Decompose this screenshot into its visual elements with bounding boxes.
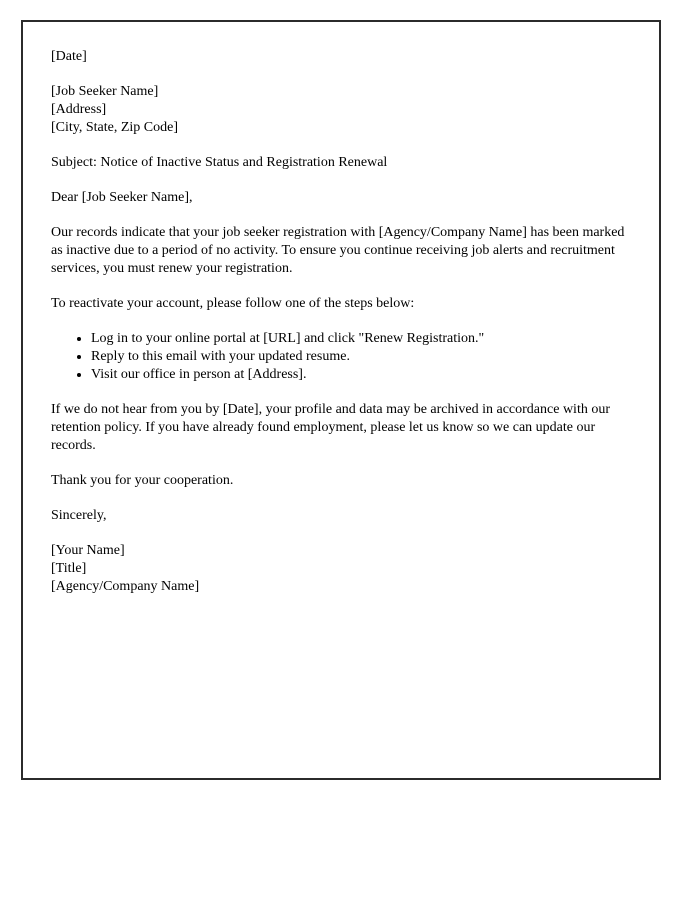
- recipient-address: [Address]: [51, 102, 107, 117]
- list-item: • Log in to your online portal at [URL] and click "Renew Registration.": [91, 330, 631, 348]
- paragraph-reactivate-lead: To reactivate your account, please follow one of the steps below:: [51, 296, 415, 311]
- recipient-block: [51, 83, 631, 137]
- salutation: Dear [Job Seeker Name],: [51, 190, 193, 205]
- signature-title: [Title]: [51, 561, 87, 576]
- closing: Sincerely,: [51, 508, 107, 523]
- list-item: • Reply to this email with your updated resume.: [91, 348, 631, 366]
- list-item: • Visit our office in person at [Address].: [91, 366, 631, 384]
- paragraph-intro: Our records indicate that your job seeker registration with [Agency/Company Name] has been marked as inactive due to a period of no activity. To ensure you continue receiving job alerts and recruitment services, you must renew your registration.: [51, 225, 625, 276]
- signature-name: [Your Name]: [51, 543, 125, 558]
- letter-date: [Date]: [51, 49, 87, 64]
- signature-company: [Agency/Company Name]: [51, 579, 200, 594]
- reactivation-steps-list: [51, 330, 631, 384]
- letter-document: [21, 20, 661, 780]
- recipient-name: [Job Seeker Name]: [51, 84, 159, 99]
- subject-line: Subject: Notice of Inactive Status and Registration Renewal: [51, 155, 388, 170]
- paragraph-thanks: Thank you for your cooperation.: [51, 473, 234, 488]
- recipient-city-state-zip: [City, State, Zip Code]: [51, 120, 179, 135]
- paragraph-deadline: If we do not hear from you by [Date], your profile and data may be archived in accordance with our retention policy. If you have already found employment, please let us know so we can update our records.: [51, 402, 611, 453]
- signature-block: [51, 542, 631, 596]
